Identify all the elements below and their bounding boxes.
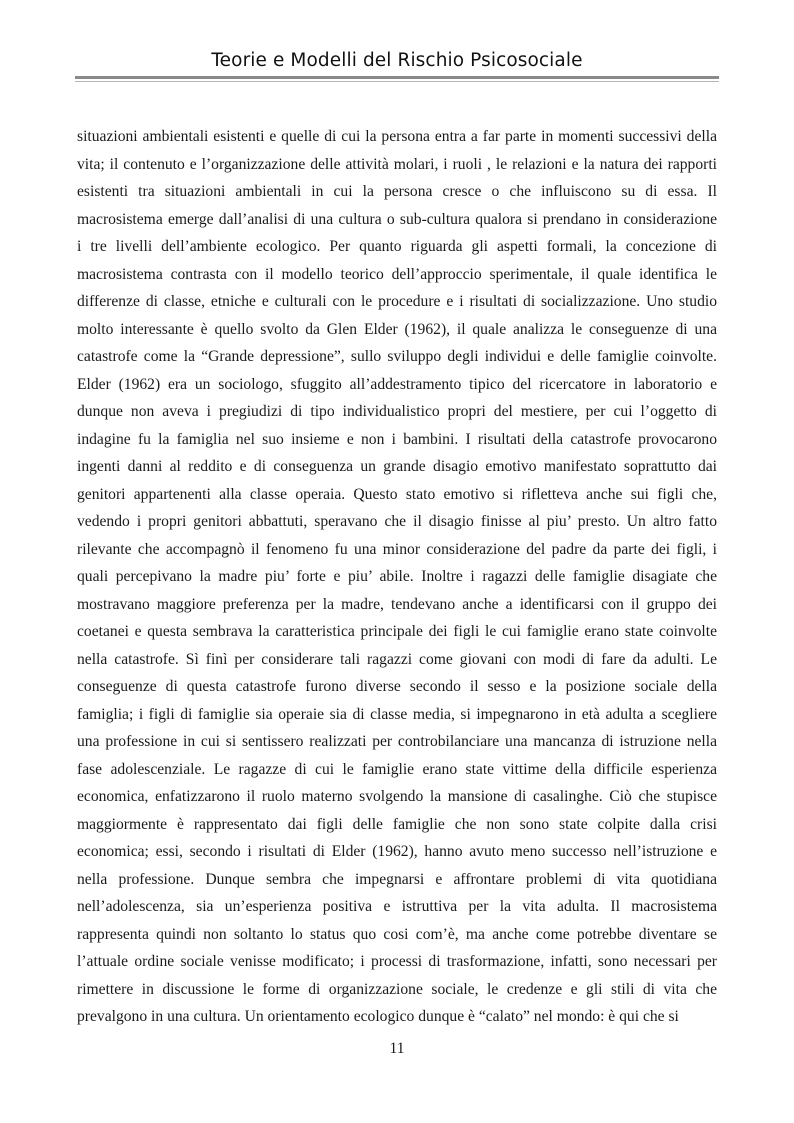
text-line: maggiormente è rappresentato dai figli delle famiglie che non sono state colpite dalla crisi [77, 815, 717, 833]
text-line: differenze di classe, etniche e culturali con le procedure e i risultati di socializzazione. Uno studio [77, 293, 717, 310]
text-line: rilevante che accompagnò il fenomeno fu una minor considerazione del padre da parte dei figli, i [77, 540, 717, 558]
text-line: una professione in cui si sentissero realizzati per controbilanciare una mancanza di istruzione nella [77, 733, 717, 750]
text-line: situazioni ambientali esistenti e quelle di cui la persona entra a far parte in momenti successivi della [77, 128, 717, 145]
text-line: dunque non aveva i pregiudizi di tipo individualistico propri del mestiere, per cui l’oggetto di [77, 403, 717, 420]
page-number: 11 [389, 1040, 405, 1057]
text-line: indagine fu la famiglia nel suo insieme e non i bambini. I risultati della catastrofe provocarono [77, 430, 717, 448]
text-line: economica, enfatizzarono il ruolo materno svolgendo la mansione di casalinghe. Ciò che stupisce [77, 788, 717, 805]
text-line: genitori appartenenti alla classe operaia. Questo stato emotivo si rifletteva anche sui figli che, [77, 485, 717, 503]
text-line: i tre livelli dell’ambiente ecologico. Per quanto riguarda gli aspetti formali, la concezione di [77, 238, 717, 255]
text-line: Elder (1962) era un sociologo, sfuggito all’addestramento tipico del ricercatore in laboratorio e [77, 375, 717, 393]
text-line: vedendo i propri genitori abbattuti, speravano che il disagio finisse al piu’ presto. Un altro fatto [77, 513, 717, 530]
text-line: esistenti tra situazioni ambientali in cui la persona cresce o che influiscono su di essa. Il [77, 183, 717, 200]
text-line: macrosistema contrasta con il modello teorico dell’approccio sperimentale, il quale identifica le [77, 265, 717, 283]
text-line: l’attuale ordine sociale venisse modificato; i processi di trasformazione, infatti, sono necessari per [77, 953, 717, 970]
text-line: molto interessante è quello svolto da Glen Elder (1962), il quale analizza le conseguenze di una [77, 320, 717, 338]
text-line: conseguenze di questa catastrofe furono diverse secondo il sesso e la posizione sociale della [77, 678, 717, 695]
text-line: ingenti danni al reddito e di conseguenza un grande disagio emotivo manifestato soprattutto dai [77, 458, 717, 475]
text-line: fase adolescenziale. Le ragazze di cui le famiglie erano state vittime della difficile esperienza [77, 760, 717, 778]
text-line: nell’adolescenza, sia un’esperienza positiva e istruttiva per la vita adulta. Il macrosistema [77, 898, 717, 915]
text-line: prevalgono in una cultura. Un orientamento ecologico dunque è “calato” nel mondo: è qui che si [77, 1008, 679, 1025]
text-line: rappresenta quindi non soltanto lo status quo cosi com’è, ma anche come potrebbe diventare se [77, 925, 717, 943]
text-line: nella professione. Dunque sembra che impegnarsi e affrontare problemi di vita quotidiana [77, 870, 717, 888]
running-header-title: Teorie e Modelli del Rischio Psicosociale [211, 50, 583, 71]
header-rule-thin [75, 81, 719, 82]
text-line: nella catastrofe. Sì finì per considerare tali ragazzi come giovani con modi di fare da adulti. Le [77, 650, 717, 668]
text-line: quali percepivano la madre piu’ forte e piu’ abile. Inoltre i ragazzi delle famiglie disagiate che [77, 568, 717, 585]
header-rule-thick [75, 76, 719, 79]
text-line: famiglia; i figli di famiglie sia operaie sia di classe media, si impegnarono in età adulta a scegliere [77, 705, 717, 723]
text-line: rimettere in discussione le forme di organizzazione sociale, le credenze e gli stili di vita che [77, 980, 717, 998]
text-line: vita; il contenuto e l’organizzazione delle attività molari, i ruoli , le relazioni e la natura dei rapporti [77, 155, 717, 173]
text-line: economica; essi, secondo i risultati di Elder (1962), hanno avuto meno successo nell’istruzione e [77, 843, 717, 860]
text-line: catastrofe come la “Grande depressione”, sullo sviluppo degli individui e delle famiglie coinvolte. [77, 348, 717, 365]
text-line: mostravano maggiore preferenza per la madre, tendevano anche a identificarsi con il gruppo dei [77, 595, 717, 613]
text-line: coetanei e questa sembrava la caratteristica principale dei figli le cui famiglie erano state coinvolte [77, 623, 717, 640]
body-paragraph [77, 126, 717, 1034]
text-line: macrosistema emerge dall’analisi di una cultura o sub-cultura qualora si prendano in considerazione [77, 210, 717, 228]
